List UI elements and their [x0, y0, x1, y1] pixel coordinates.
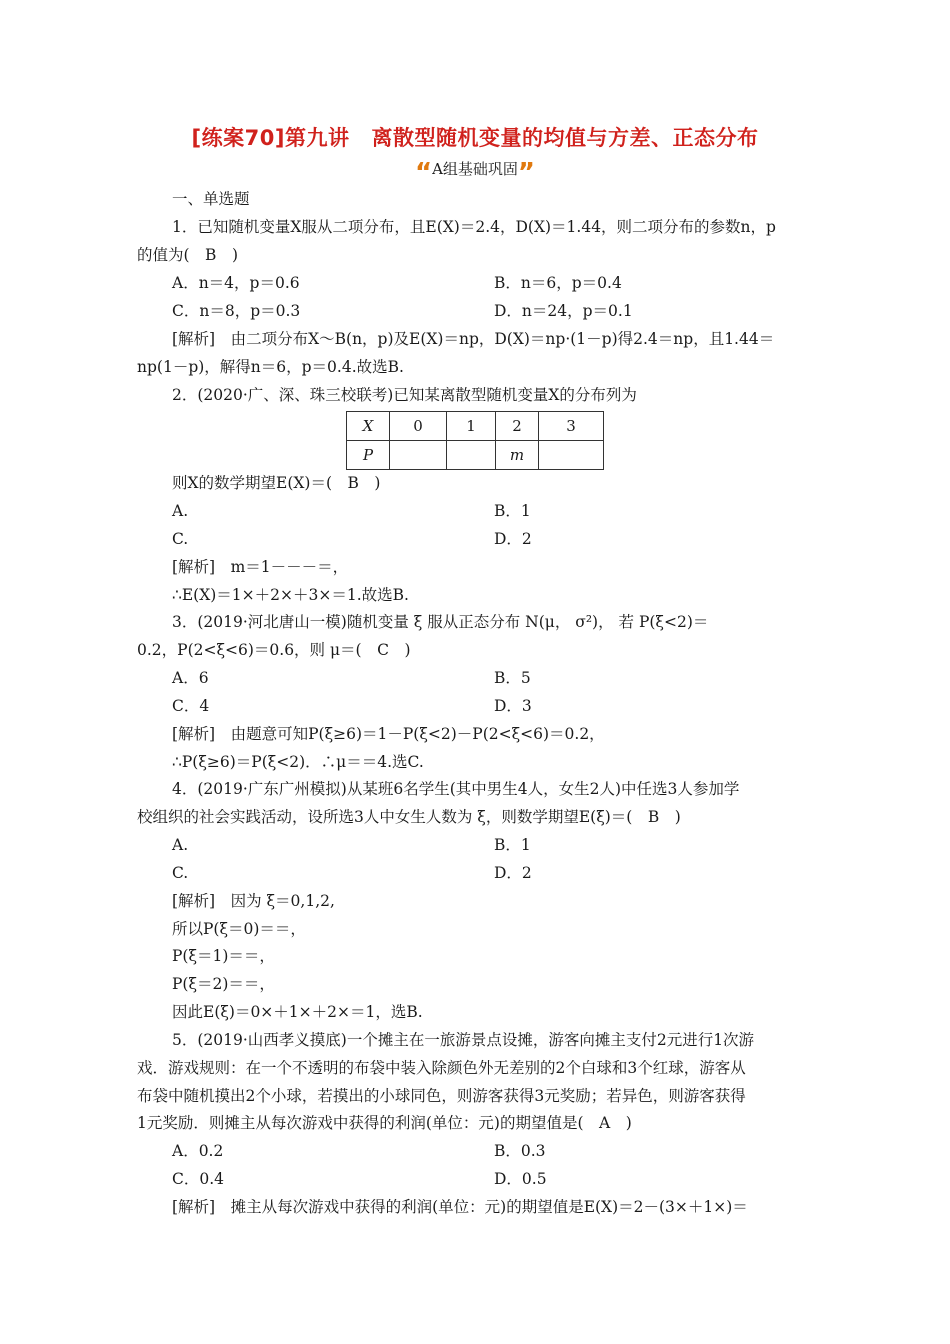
table-row: [347, 441, 604, 470]
title-code: [练案70]第九讲: [191, 126, 350, 150]
q5-option-b: B．0.3: [494, 1142, 546, 1160]
q5-stem-line4: 1元奖励．则摊主从每次游戏中获得的利润(单位：元)的期望值是( A ): [137, 1114, 632, 1132]
table-cell: 0: [390, 412, 447, 441]
group-banner: [0, 158, 950, 188]
q4-solution-line2: 所以P(ξ＝0)＝＝，: [172, 920, 306, 938]
page-title: [0, 122, 950, 152]
q4-option-a: A.: [172, 836, 189, 854]
q2-solution-line1: [解析] m＝1－－－＝，: [172, 558, 349, 576]
q3-option-d: D．3: [494, 697, 532, 715]
q5-option-d: D．0.5: [494, 1170, 547, 1188]
q4-option-b: B．1: [494, 836, 531, 854]
group-label: A组基础巩固: [432, 160, 518, 178]
q1-option-c: C．n＝8，p＝0.3: [172, 302, 301, 320]
q4-option-c: C.: [172, 864, 189, 882]
q1-option-b: B．n＝6，p＝0.4: [494, 274, 622, 292]
table-cell: 1: [447, 412, 496, 441]
q4-solution-line4: P(ξ＝2)＝＝，: [172, 975, 275, 993]
close-quote-icon: ”: [517, 158, 536, 188]
section-heading: 一、单选题: [172, 190, 250, 208]
q1-option-d: D．n＝24，p＝0.1: [494, 302, 633, 320]
open-quote-icon: “: [414, 158, 433, 188]
q5-solution-line1: [解析] 摊主从每次游戏中获得的利润(单位：元)的期望值是E(X)＝2－(3×＋1×)＝: [172, 1198, 748, 1216]
q5-stem-line1: 5．(2019·山西孝义摸底)一个摊主在一旅游景点设摊，游客向摊主支付2元进行1次游: [172, 1031, 755, 1049]
table-cell: [447, 441, 496, 470]
q4-option-d: D．2: [494, 864, 532, 882]
table-cell: m: [496, 441, 539, 470]
q5-option-c: C．0.4: [172, 1170, 225, 1188]
table-cell: X: [347, 412, 390, 441]
q4-solution-line5: 因此E(ξ)＝0×＋1×＋2×＝1，选B.: [172, 1003, 423, 1021]
q1-stem-line1: 1．已知随机变量X服从二项分布，且E(X)＝2.4，D(X)＝1.44，则二项分布的参数n，p: [172, 218, 776, 236]
q3-option-a: A．6: [172, 669, 209, 687]
table-cell: 2: [496, 412, 539, 441]
table-cell: [390, 441, 447, 470]
q4-stem-line2: 校组织的社会实践活动，设所选3人中女生人数为 ξ，则数学期望E(ξ)＝( B ): [137, 808, 681, 826]
q2-option-b: B．1: [494, 502, 531, 520]
q4-solution-line3: P(ξ＝1)＝＝，: [172, 947, 275, 965]
q2-option-a: A.: [172, 502, 189, 520]
q1-solution-line1: [解析] 由二项分布X～B(n，p)及E(X)＝np，D(X)＝np·(1－p)得2.4＝np，且1.44＝: [172, 330, 775, 348]
q5-stem-line3: 布袋中随机摸出2个小球，若摸出的小球同色，则游客获得3元奖励；若异色，则游客获得: [137, 1087, 746, 1105]
q5-option-a: A．0.2: [172, 1142, 224, 1160]
table-cell: P: [347, 441, 390, 470]
q5-stem-line2: 戏．游戏规则：在一个不透明的布袋中装入除颜色外无差别的2个白球和3个红球，游客从: [137, 1059, 746, 1077]
q3-stem-line1: 3．(2019·河北唐山一模)随机变量 ξ 服从正态分布 N(μ， σ²)， 若 P(ξ<2)＝: [172, 613, 709, 631]
q3-stem-line2: 0.2，P(2<ξ<6)＝0.6，则 μ＝( C ): [137, 641, 411, 659]
table-cell: [539, 441, 604, 470]
q2-stem-line1: 2．(2020·广、深、珠三校联考)已知某离散型随机变量X的分布列为: [172, 386, 637, 404]
q2-stem-line2: 则X的数学期望E(X)＝( B ): [172, 474, 381, 492]
q1-option-a: A．n＝4，p＝0.6: [172, 274, 300, 292]
q1-stem-line2: 的值为( B ): [137, 246, 238, 264]
q4-stem-line1: 4．(2019·广东广州模拟)从某班6名学生(其中男生4人，女生2人)中任选3人参加学: [172, 780, 740, 798]
q2-solution-line2: ∴E(X)＝1×＋2×＋3×＝1.故选B.: [172, 586, 409, 604]
q4-solution-line1: [解析] 因为 ξ＝0,1,2,: [172, 892, 335, 910]
table-cell: 3: [539, 412, 604, 441]
table-row: [347, 412, 604, 441]
distribution-table: [346, 411, 604, 470]
q3-option-c: C．4: [172, 697, 210, 715]
q3-option-b: B．5: [494, 669, 531, 687]
q2-option-c: C.: [172, 530, 189, 548]
title-text: 离散型随机变量的均值与方差、正态分布: [371, 126, 759, 150]
q2-option-d: D．2: [494, 530, 532, 548]
q3-solution-line1: [解析] 由题意可知P(ξ≥6)＝1－P(ξ<2)－P(2<ξ<6)＝0.2，: [172, 725, 605, 743]
q3-solution-line2: ∴P(ξ≥6)＝P(ξ<2)．∴μ＝＝4.选C.: [172, 753, 424, 771]
q1-solution-line2: np(1－p)，解得n＝6，p＝0.4.故选B.: [137, 358, 404, 376]
